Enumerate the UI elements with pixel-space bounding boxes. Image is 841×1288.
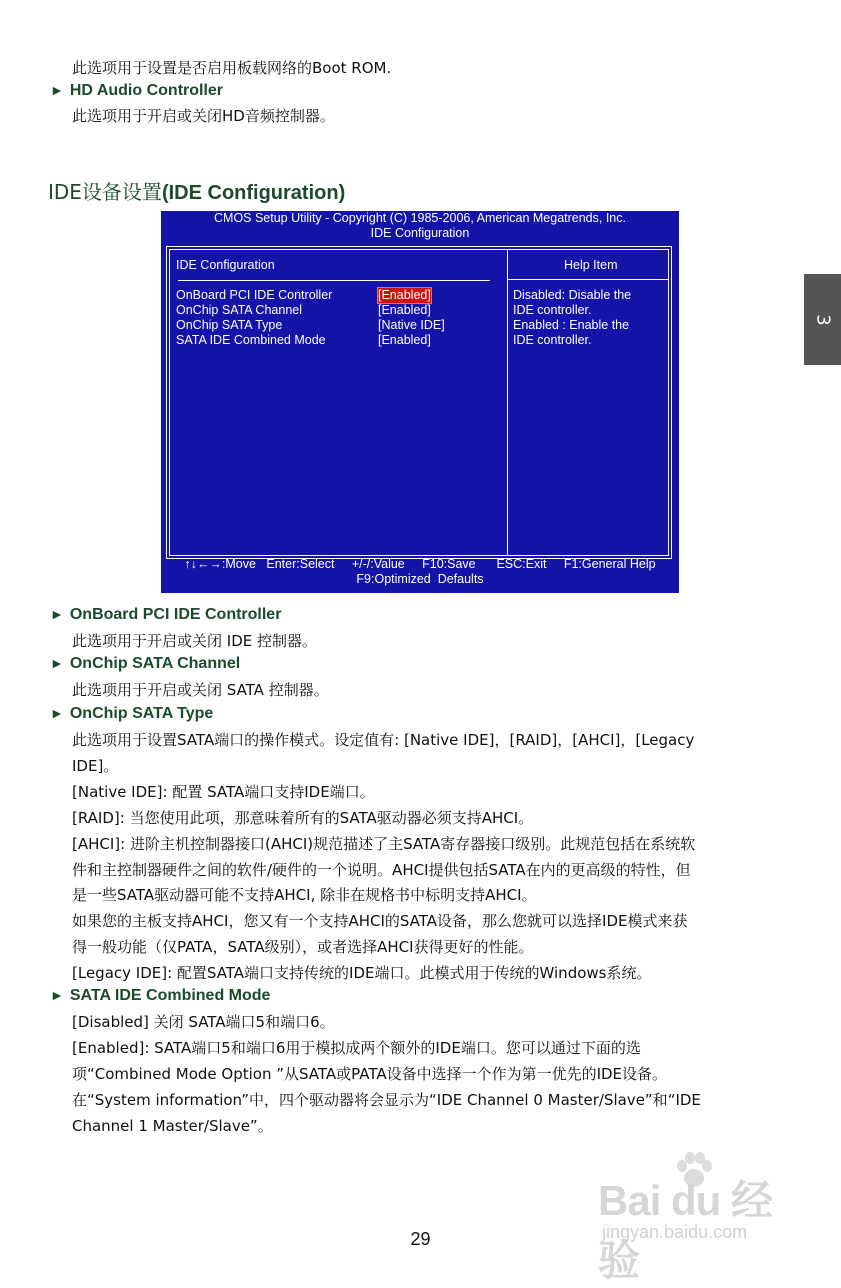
onchip-sata-type-line: [Native IDE]: 配置 SATA端口支持IDE端口。 [72,783,375,801]
triangle-bullet-icon: ► [50,705,64,721]
watermark-logo-text: Bai du 经验 [598,1177,773,1284]
onchip-sata-type-line: 是一些SATA驱动器可能不支持AHCI, 除非在规格书中标明支持AHCI。 [72,886,537,904]
chapter-tab: 3 [804,274,841,365]
bios-item-label[interactable]: OnChip SATA Channel [176,303,302,317]
bios-item-value-selected[interactable]: [Enabled] [378,288,431,302]
hd-audio-heading: ► HD Audio Controller [50,82,224,99]
onchip-sata-type-heading: ► OnChip SATA Type [50,705,214,722]
bios-screen [161,211,679,593]
sata-ide-combined-line: 在“System information”中，四个驱动器将会显示为“IDE Channel 0 Master/Slave”和“IDE [72,1091,701,1109]
bios-item-label[interactable]: OnChip SATA Type [176,318,283,332]
bios-footer-defaults: F9:Optimized Defaults [356,572,484,586]
sata-ide-combined-line: Channel 1 Master/Slave”。 [72,1117,273,1135]
onchip-sata-type-line: [RAID]: 当您使用此项，那意味着所有的SATA驱动器必须支持AHCI。 [72,809,534,827]
section-title: IDE设备设置(IDE Configuration) [48,180,346,204]
sata-ide-combined-heading: ► SATA IDE Combined Mode [50,987,271,1004]
onchip-sata-type-line: IDE]。 [72,757,119,775]
triangle-bullet-icon: ► [50,606,64,622]
bios-help-line: Enabled : Enable the [513,318,630,332]
onchip-sata-type-line: [AHCI]: 进阶主机控制器接口(AHCI)规范描述了主SATA寄存器接口级别。此规范包括在系统软 [72,835,696,853]
bios-footer-keys: ↑↓←→:Move Enter:Select +/-/:Value F10:Save ESC:Exit F1:General Help [184,557,656,571]
triangle-bullet-icon: ► [50,987,64,1003]
bios-frame [166,246,672,559]
onchip-sata-type-line: [Legacy IDE]: 配置SATA端口支持传统的IDE端口。此模式用于传统的Windows系统。 [72,964,652,982]
page-number: 29 [410,1229,431,1249]
onchip-sata-type-line: 此选项用于设置SATA端口的操作模式。设定值有: [Native IDE]，[RAID]，[AHCI]，[Legacy [72,731,695,749]
onchip-sata-type-line: 如果您的主板支持AHCI，您又有一个支持AHCI的SATA设备，那么您就可以选择IDE模式来获 [72,912,688,930]
sata-ide-combined-line: [Disabled] 关闭 SATA端口5和端口6。 [72,1013,335,1031]
onchip-sata-channel-desc: 此选项用于开启或关闭 SATA 控制器。 [72,681,329,699]
bios-panel-title: IDE Configuration [176,258,275,272]
onboard-pci-ide-heading: ► OnBoard PCI IDE Controller [50,606,282,623]
bios-title: CMOS Setup Utility - Copyright (C) 1985-2006, American Megatrends, Inc. [214,211,626,225]
sata-ide-combined-line: 项“Combined Mode Option ”从SATA或PATA设备中选择一个作为第一优先的IDE设备。 [72,1065,668,1083]
bios-item-value[interactable]: [Enabled] [378,333,431,347]
triangle-bullet-icon: ► [50,655,64,671]
onchip-sata-type-line: 件和主控制器硬件之间的软件/硬件的一个说明。AHCI提供包括SATA在内的更高级的特性，但 [72,861,691,879]
onboard-pci-ide-desc: 此选项用于开启或关闭 IDE 控制器。 [72,632,317,650]
bios-item-label[interactable]: OnBoard PCI IDE Controller [176,288,333,302]
bios-subtitle: IDE Configuration [370,226,470,240]
boot-rom-desc: 此选项用于设置是否启用板载网络的Boot ROM. [72,59,392,77]
onchip-sata-channel-heading: ► OnChip SATA Channel [50,655,241,672]
watermark-url: jingyan.baidu.com [602,1222,748,1242]
bios-help-line: IDE controller. [513,333,592,347]
onchip-sata-type-line: 得一般功能（仅PATA，SATA级别），或者选择AHCI获得更好的性能。 [72,938,534,956]
bios-help-line: IDE controller. [513,303,592,317]
bios-help-title: Help Item [564,258,618,272]
triangle-bullet-icon: ► [50,82,64,98]
bios-item-value[interactable]: [Enabled] [378,303,431,317]
bios-item-value[interactable]: [Native IDE] [378,318,445,332]
bios-item-label[interactable]: SATA IDE Combined Mode [176,333,326,347]
bios-help-line: Disabled: Disable the [513,288,632,302]
hd-audio-desc: 此选项用于开启或关闭HD音频控制器。 [72,107,335,125]
sata-ide-combined-line: [Enabled]: SATA端口5和端口6用于模拟成两个额外的IDE端口。您可以通过下面的选 [72,1039,641,1057]
